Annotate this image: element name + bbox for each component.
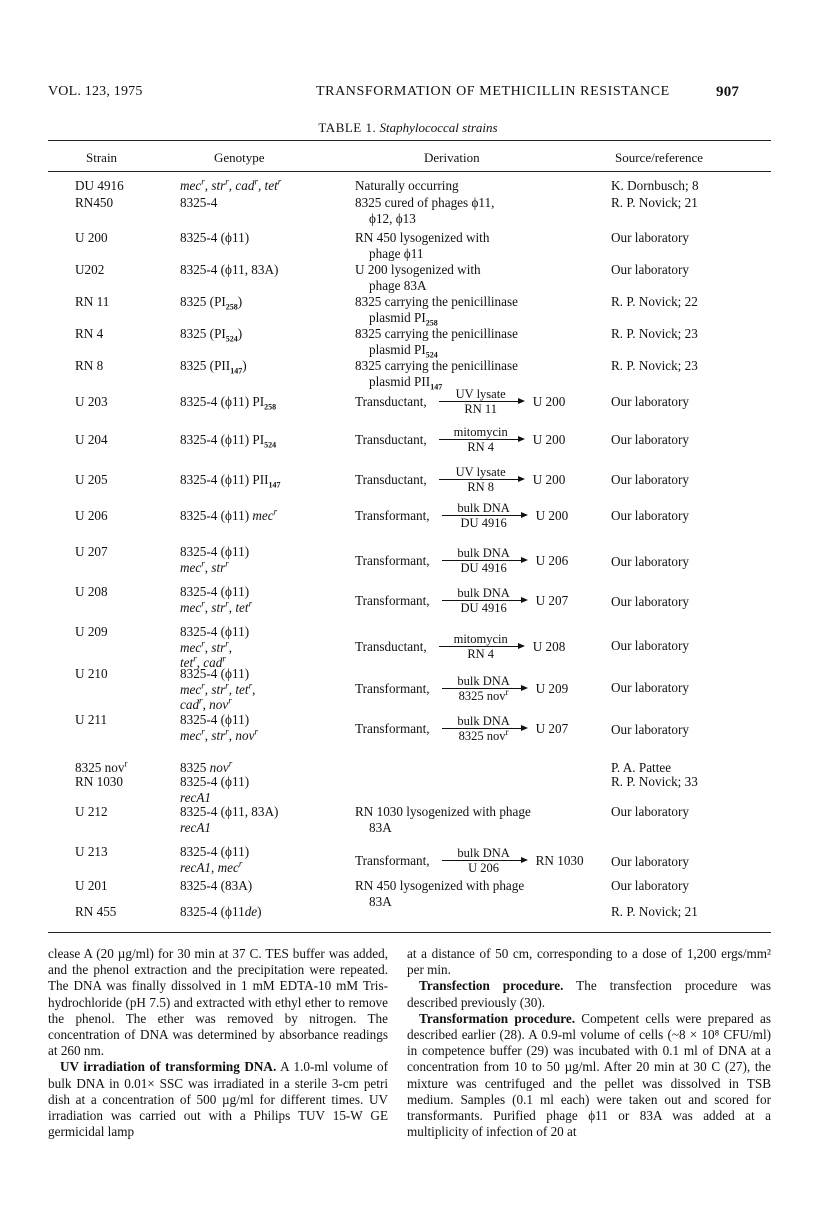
page-number: 907: [716, 84, 740, 100]
table-header-rule: [48, 171, 771, 172]
transfer-arrow: [439, 632, 523, 661]
strain-cell: U 211: [75, 712, 108, 727]
genotype-line: 8325 $(PII_{147})$: [180, 358, 247, 376]
gene-marker: nov$^r$: [235, 726, 258, 743]
genotype-line: tet$^r$, cad$^r$: [180, 653, 226, 670]
source-cell: Our laboratory: [611, 680, 689, 695]
genotype-line: 8325-4 (ϕ11) $PII_{147}$: [180, 472, 281, 490]
gene-marker: mec$^r$: [180, 680, 205, 697]
resistance-superscript: r: [228, 695, 232, 706]
strain-cell: U 209: [75, 624, 108, 639]
arrow-line: [439, 439, 523, 440]
resistance-superscript: r: [124, 758, 128, 769]
table-label: TABLE 1.: [318, 120, 377, 135]
genotype-line: 8325-4 (ϕ11): [180, 624, 250, 639]
transfer-arrow: [442, 714, 526, 743]
arrow-donor: 8325 nov$^r$: [458, 686, 509, 703]
strain-cell: RN450: [75, 195, 114, 210]
arrow-recipient: U 200: [532, 472, 566, 487]
gene-marker: nov$^r$: [209, 758, 233, 775]
derivation-arrow: [355, 546, 568, 575]
resistance-superscript: r: [248, 680, 253, 691]
strain-cell: U 213: [75, 844, 108, 859]
gene-marker: mec$^r$: [180, 176, 205, 193]
paragraph-text: Competent cells were prepared as described earlier (28). A 0.9-ml volume of cells (~8 × 10⁸ CFU/ml) in competence buffer (29) was incubated with 0.1 ml of DNA at a concentration from 10 to 50 µg/ml. After 20 min at 30 C (27), the mixture was centrifuged and the pellet was dissolved in TSB medium. Samples (0.1 ml each) were taken out and scored for transformants. Purified phage ϕ11 or 83A was added at a multiplicity of infection of 20 at: [407, 1010, 771, 1140]
source-cell: Our laboratory: [611, 472, 689, 487]
strain-cell: U 203: [75, 394, 108, 409]
gene-marker: str$^r$: [211, 558, 229, 575]
genotype-line: 8325-4 (ϕ11) $PI_{258}$: [180, 394, 277, 412]
gene-marker: mec$^r$: [252, 506, 278, 523]
gene-marker: mec$^r$: [217, 858, 243, 875]
derivation-line: 8325 carrying the penicillinase: [355, 326, 518, 341]
col-header-derivation: Derivation: [424, 150, 480, 165]
strain-cell: U 210: [75, 666, 108, 681]
arrow-recipient: U 207: [535, 592, 569, 608]
source-cell: Our laboratory: [611, 854, 689, 869]
body-column-left: [48, 946, 388, 1140]
body-column-right: [407, 946, 771, 1140]
plasmid-subscript: 258: [425, 318, 438, 328]
resistance-superscript: r: [505, 726, 509, 737]
derivation-cell: [355, 326, 605, 360]
section-heading: Transformation procedure.: [419, 1010, 576, 1026]
gene-marker: mec$^r$: [180, 638, 205, 655]
arrow-recipient: RN 1030: [535, 852, 584, 868]
strain-cell: RN 1030: [75, 774, 123, 789]
strain-cell: U 212: [75, 804, 108, 819]
strain-cell: U 207: [75, 544, 108, 559]
genotype-line: 8325-4 (ϕ11): [180, 844, 250, 859]
arrow-donor: RN 4: [467, 647, 495, 661]
resistance-superscript: r: [505, 686, 509, 697]
resistance-superscript: r: [225, 176, 229, 187]
derivation-cell: [355, 262, 605, 293]
gene-marker: tet$^r$: [235, 680, 253, 697]
arrow-line: [439, 401, 523, 402]
resistance-superscript: r: [201, 598, 205, 609]
derivation-line: 83A: [369, 819, 392, 835]
gene-marker: de: [244, 904, 258, 919]
derivation-line: 83A: [369, 893, 392, 909]
derivation-type: Transductant,: [355, 432, 427, 447]
derivation-line: plasmid $PI_{524}$: [369, 341, 438, 360]
derivation-type: Transformant,: [355, 592, 430, 608]
strain-cell: RN 4: [75, 326, 104, 341]
strain-cell: RN 455: [75, 904, 117, 919]
source-cell: Our laboratory: [611, 554, 689, 569]
genotype-cell: [180, 178, 350, 194]
derivation-cell: [355, 230, 605, 261]
arrow-recipient: U 209: [535, 680, 569, 696]
genotype-line: 8325-4 (ϕ11): [180, 774, 250, 789]
table-top-rule: [48, 140, 771, 141]
source-cell: K. Dornbusch; 8: [611, 178, 699, 193]
derivation-cell: [355, 195, 605, 226]
gene-marker: str$^r$: [211, 726, 229, 743]
gene-marker: tet$^r$: [180, 653, 197, 670]
arrow-recipient: U 200: [532, 394, 566, 409]
derivation-arrow: [355, 632, 565, 661]
gene-marker: cad$^r$: [180, 695, 203, 712]
arrow-agent: bulk DNA: [457, 586, 510, 600]
derivation-cell: [355, 844, 605, 875]
derivation-line: plasmid $PII_{147}$: [369, 373, 443, 392]
resistance-superscript: r: [201, 558, 205, 569]
plasmid-subscript: 147: [230, 366, 243, 376]
arrow-recipient: U 208: [532, 638, 566, 654]
genotype-cell: [180, 584, 350, 615]
arrow-line: [442, 600, 526, 601]
derivation-cell: [355, 294, 605, 328]
resistance-superscript: r: [222, 653, 226, 664]
derivation-line: RN 450 lysogenized with phage: [355, 878, 525, 893]
resistance-superscript: r: [228, 758, 233, 769]
genotype-line: 8325-4 (ϕ11) mec$^r$: [180, 506, 278, 523]
derivation-type: Transformant,: [355, 552, 430, 568]
genotype-line: mec$^r$, str$^r$, cad$^r$, tet$^r$: [180, 176, 282, 193]
source-cell: Our laboratory: [611, 394, 689, 409]
genotype-line: 8325-4: [180, 195, 218, 210]
paragraph-transformation: [407, 1011, 771, 1141]
derivation-type: Transformant,: [355, 852, 430, 868]
genotype-line: 8325-4 (ϕ11): [180, 230, 250, 245]
resistance-superscript: r: [225, 558, 229, 569]
col-header-source: Source/reference: [615, 150, 704, 165]
genotype-line: 8325-4 (83A): [180, 878, 253, 893]
derivation-arrow: [355, 674, 568, 703]
derivation-cell: [355, 465, 605, 495]
genotype-cell: [180, 624, 350, 671]
paragraph: clease A (20 µg/ml) for 30 min at 37 C. TES buffer was added, and the phenol extraction and the precipitation were repeated. The DNA was finally dissolved in 1 mM EDTA-10 mM Tris-hydrochloride (pH 7.5) and extracted with ethyl ether to remove the phenol. The ether was removed by nitrogen. The concentration of DNA was determined by absorbance readings at 260 nm.: [48, 946, 388, 1059]
plasmid-subscript: 524: [425, 350, 438, 360]
genotype-line: recA1, mec$^r$: [180, 858, 243, 875]
genotype-line: cad$^r$, nov$^r$: [180, 695, 232, 712]
derivation-cell: [355, 804, 605, 835]
arrow-agent: bulk DNA: [457, 714, 510, 728]
derivation-line: RN 450 lysogenized with: [355, 230, 490, 245]
resistance-superscript: r: [225, 598, 229, 609]
derivation-line: phage 83A: [369, 277, 427, 293]
genotype-cell: [180, 294, 350, 310]
col-header-genotype: Genotype: [214, 150, 265, 165]
transfer-arrow: [439, 425, 523, 454]
genotype-line: 8325-4 (ϕ11, 83A): [180, 804, 279, 819]
running-head-volume: VOL. 123, 1975: [48, 84, 143, 99]
source-cell: Our laboratory: [611, 432, 689, 447]
paragraph: at a distance of 50 cm, corresponding to a dose of 1,200 ergs/mm² per min.: [407, 946, 771, 978]
section-heading: UV irradiation of transforming DNA.: [60, 1059, 277, 1075]
resistance-superscript: r: [277, 176, 282, 187]
arrow-donor: DU 4916: [460, 601, 507, 615]
plasmid-subscript: 147: [430, 382, 443, 392]
derivation-cell: [355, 878, 605, 909]
paragraph-uv-irradiation: [48, 1059, 388, 1140]
gene-marker: str$^r$: [211, 680, 229, 697]
transfer-arrow: [442, 846, 526, 875]
derivation-cell: [355, 178, 605, 194]
transfer-arrow: [439, 465, 523, 494]
arrow-line: [439, 646, 523, 647]
arrow-line: [442, 860, 526, 861]
genotype-cell: [180, 195, 350, 211]
gene-marker: recA1: [180, 819, 211, 835]
genotype-cell: [180, 804, 350, 835]
genotype-line: 8325-4 (ϕ11, 83A): [180, 262, 279, 277]
gene-marker: mec$^r$: [180, 598, 205, 615]
transfer-arrow: [442, 501, 526, 530]
arrow-agent: bulk DNA: [457, 846, 510, 860]
source-cell: Our laboratory: [611, 262, 689, 277]
strain-cell: U 208: [75, 584, 108, 599]
derivation-cell: [355, 425, 605, 455]
derivation-cell: [355, 712, 605, 743]
genotype-line: 8325-4 (ϕ11): [180, 544, 250, 559]
derivation-arrow: [355, 425, 565, 454]
source-cell: Our laboratory: [611, 804, 689, 819]
genotype-line: 8325 $(PI_{258})$: [180, 294, 243, 312]
resistance-superscript: r: [201, 638, 205, 649]
arrow-recipient: U 206: [535, 552, 569, 568]
derivation-type: Transductant,: [355, 638, 427, 654]
arrow-donor: 8325 nov$^r$: [458, 726, 509, 743]
gene-marker: mec$^r$: [180, 726, 205, 743]
derivation-line: phage ϕ11: [369, 245, 424, 261]
source-cell: P. A. Pattee: [611, 760, 672, 775]
derivation-arrow: [355, 465, 565, 494]
strain-cell: U 200: [75, 230, 108, 245]
table-caption: [0, 120, 816, 136]
genotype-line: 8325-4 (ϕ11de): [180, 904, 262, 919]
source-cell: R. P. Novick; 23: [611, 358, 698, 373]
strain-cell: DU 4916: [75, 178, 124, 193]
source-cell: Our laboratory: [611, 878, 689, 893]
plasmid-subscript: 147: [268, 480, 281, 490]
paragraph-text: A 1.0-ml volume of bulk DNA in 0.01× SSC was irradiated in a sterile 3-cm petri dish at a concentration of 500 µg/ml for different times. UV irradiation was carried out with a Philips TUV 15-W GE germicidal lamp: [48, 1059, 389, 1140]
strain-cell: U202: [75, 262, 105, 277]
genotype-line: 8325-4 (ϕ11): [180, 666, 250, 681]
derivation-line: plasmid $PI_{258}$: [369, 309, 438, 328]
gene-marker: str$^r$: [211, 598, 229, 615]
source-cell: R. P. Novick; 22: [611, 294, 698, 309]
arrow-donor: DU 4916: [460, 516, 507, 531]
derivation-cell: [355, 544, 605, 575]
genotype-line: mec$^r$, str$^r$: [180, 558, 229, 575]
genotype-line: 8325 nov$^r$: [180, 758, 233, 775]
table-title: Staphylococcal strains: [379, 120, 498, 135]
plasmid-subscript: 258: [225, 302, 238, 312]
genotype-cell: [180, 326, 350, 342]
arrow-line: [442, 688, 526, 689]
strain-cell: RN 11: [75, 294, 110, 309]
resistance-superscript: r: [225, 726, 229, 737]
genotype-line: 8325-4 (ϕ11): [180, 712, 250, 727]
gene-marker: nov$^r$: [209, 695, 232, 712]
arrow-donor: RN 8: [467, 480, 495, 495]
genotype-cell: [180, 508, 350, 524]
derivation-arrow: [355, 846, 584, 875]
resistance-superscript: r: [201, 680, 205, 691]
source-cell: Our laboratory: [611, 594, 689, 609]
strain-cell: RN 8: [75, 358, 104, 373]
arrow-donor: DU 4916: [460, 561, 507, 575]
arrow-agent: UV lysate: [455, 465, 506, 480]
resistance-superscript: r: [193, 653, 197, 664]
resistance-superscript: r: [225, 638, 229, 649]
derivation-cell: [355, 666, 605, 703]
derivation-cell: [355, 501, 605, 531]
genotype-cell: [180, 472, 350, 488]
derivation-arrow: [355, 501, 568, 530]
genotype-line: mec$^r$, str$^r$, tet$^r$: [180, 598, 253, 615]
genotype-line: mec$^r$, str$^r$, nov$^r$: [180, 726, 258, 743]
plasmid-subscript: 524: [264, 440, 277, 450]
arrow-recipient: U 200: [535, 508, 569, 523]
genotype-cell: [180, 666, 350, 713]
source-cell: Our laboratory: [611, 508, 689, 523]
genotype-line: [180, 820, 350, 836]
derivation-type: Transformant,: [355, 720, 430, 736]
genotype-cell: [180, 774, 350, 805]
genotype-line: 8325-4 (ϕ11) $PI_{524}$: [180, 432, 277, 450]
transfer-arrow: [442, 674, 526, 703]
genotype-cell: [180, 394, 350, 410]
source-cell: Our laboratory: [611, 230, 689, 245]
genotype-cell: [180, 878, 350, 894]
strain-cell: U 206: [75, 508, 108, 523]
derivation-arrow: [355, 387, 565, 416]
derivation-line: RN 1030 lysogenized with phage: [355, 804, 531, 819]
derivation-type: Transductant,: [355, 472, 427, 487]
genotype-cell: [180, 844, 350, 875]
resistance-superscript: r: [201, 176, 205, 187]
genotype-cell: [180, 712, 350, 743]
paragraph-text: The transfection procedure was described previously (30).: [407, 978, 771, 1010]
genotype-cell: [180, 262, 350, 278]
arrow-agent: mitomycin: [453, 425, 508, 440]
resistance-superscript: r: [238, 858, 243, 869]
arrow-line: [442, 560, 526, 561]
derivation-line: U 200 lysogenized with: [355, 262, 481, 277]
resistance-superscript: r: [225, 680, 229, 691]
transfer-arrow: [439, 387, 523, 416]
arrow-agent: bulk DNA: [457, 546, 510, 560]
strain-cell: U 204: [75, 432, 108, 447]
resistance-superscript: r: [248, 598, 253, 609]
transfer-arrow: [442, 546, 526, 575]
arrow-donor: U 206: [468, 861, 500, 875]
arrow-recipient: U 200: [532, 432, 566, 447]
derivation-arrow: [355, 714, 568, 743]
gene-marker: recA1: [180, 789, 211, 805]
gene-marker: str$^r$: [211, 638, 229, 655]
arrow-recipient: U 207: [535, 720, 569, 736]
strain-cell: U 205: [75, 472, 108, 487]
table-bottom-rule: [48, 932, 771, 933]
source-cell: R. P. Novick; 21: [611, 904, 698, 919]
source-cell: R. P. Novick; 21: [611, 195, 698, 210]
derivation-line: 8325 carrying the penicillinase: [355, 358, 518, 373]
source-cell: R. P. Novick; 23: [611, 326, 698, 341]
transfer-arrow: [442, 586, 526, 615]
gene-marker: recA1: [180, 859, 211, 875]
resistance-superscript: r: [199, 695, 203, 706]
arrow-line: [442, 515, 526, 516]
resistance-superscript: r: [201, 726, 205, 737]
strain-cell: U 201: [75, 878, 108, 893]
resistance-superscript: r: [254, 176, 258, 187]
paragraph-transfection: [407, 978, 771, 1010]
genotype-cell: [180, 544, 350, 575]
plasmid-subscript: 258: [264, 402, 277, 412]
arrow-agent: UV lysate: [455, 387, 506, 402]
genotype-cell: [180, 904, 350, 920]
derivation-line: 8325 carrying the penicillinase: [355, 294, 518, 309]
genotype-line: [180, 790, 350, 806]
derivation-cell: [355, 584, 605, 615]
col-header-strain: Strain: [86, 150, 118, 165]
section-heading: Transfection procedure.: [419, 978, 564, 994]
arrow-line: [442, 728, 526, 729]
derivation-type: Transformant,: [355, 508, 430, 523]
derivation-line: ϕ12, ϕ13: [369, 210, 416, 226]
plasmid-subscript: 524: [225, 334, 238, 344]
resistance-superscript: r: [273, 506, 278, 517]
source-cell: Our laboratory: [611, 638, 689, 653]
source-cell: Our laboratory: [611, 722, 689, 737]
source-cell: R. P. Novick; 33: [611, 774, 698, 789]
gene-marker: cad$^r$: [235, 176, 258, 193]
derivation-type: Transductant,: [355, 394, 427, 409]
derivation-type: Transformant,: [355, 680, 430, 696]
arrow-agent: mitomycin: [453, 632, 508, 646]
arrow-line: [439, 479, 523, 480]
genotype-cell: [180, 230, 350, 246]
derivation-arrow: [355, 586, 568, 615]
gene-marker: tet$^r$: [235, 598, 253, 615]
running-head-title: TRANSFORMATION OF METHICILLIN RESISTANCE: [316, 84, 670, 99]
arrow-donor: RN 4: [467, 440, 495, 455]
arrow-agent: bulk DNA: [457, 501, 510, 516]
arrow-donor: RN 11: [464, 402, 497, 417]
derivation-line: 8325 cured of phages ϕ11,: [355, 195, 495, 210]
genotype-line: mec$^r$, str$^r$,: [180, 638, 233, 655]
gene-marker: str$^r$: [211, 176, 229, 193]
derivation-line: Naturally occurring: [355, 178, 459, 193]
genotype-line: 8325 $(PI_{524})$: [180, 326, 243, 344]
arrow-agent: bulk DNA: [457, 674, 510, 688]
resistance-superscript: r: [254, 726, 258, 737]
derivation-cell: [355, 624, 605, 661]
genotype-line: 8325-4 (ϕ11): [180, 584, 250, 599]
derivation-cell: [355, 358, 605, 392]
gene-marker: cad$^r$: [203, 653, 226, 670]
genotype-line: mec$^r$, str$^r$, tet$^r$,: [180, 680, 256, 697]
gene-marker: tet$^r$: [264, 176, 282, 193]
genotype-cell: [180, 432, 350, 448]
strain-cell: 8325 nov$^r$: [75, 758, 128, 775]
gene-marker: mec$^r$: [180, 558, 205, 575]
genotype-cell: [180, 358, 350, 374]
